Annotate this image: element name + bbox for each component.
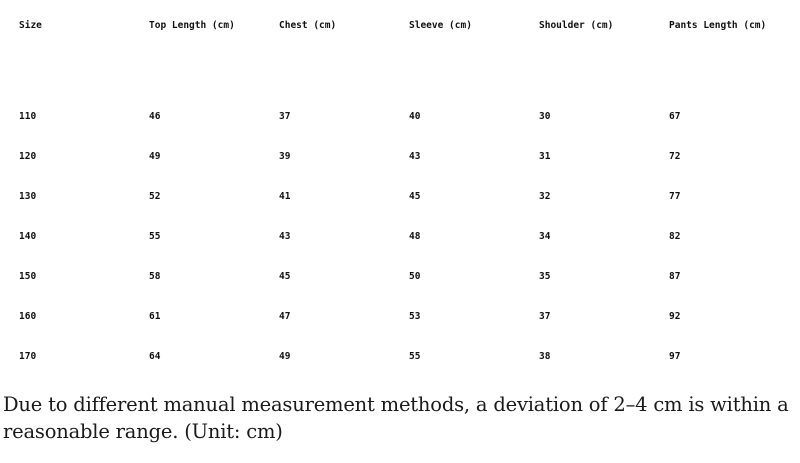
cell-shoulder: 35 (539, 270, 551, 282)
cell-sleeve: 40 (409, 110, 421, 122)
cell-sleeve: 43 (409, 150, 421, 162)
table-row (0, 172, 800, 212)
cell-shoulder: 38 (539, 350, 551, 362)
cell-pants-length: 82 (669, 230, 681, 242)
cell-size: 110 (19, 110, 37, 122)
cell-sleeve: 45 (409, 190, 421, 202)
cell-sleeve: 55 (409, 350, 421, 362)
header-pants-length: Pants Length (cm) (669, 20, 767, 31)
header-top-length: Top Length (cm) (149, 20, 235, 31)
table-header-row (0, 0, 800, 52)
cell-top-length: 52 (149, 190, 161, 202)
cell-shoulder: 32 (539, 190, 551, 202)
cell-size: 130 (19, 190, 37, 202)
measurement-note: Due to different manual measurement methods, a deviation of 2–4 cm is within a reasonable range. (Unit: cm) (3, 393, 789, 443)
cell-size: 140 (19, 230, 37, 242)
cell-top-length: 46 (149, 110, 161, 122)
table-row (0, 252, 800, 292)
table-row (0, 92, 800, 132)
cell-chest: 41 (279, 190, 291, 202)
cell-pants-length: 92 (669, 310, 681, 322)
cell-shoulder: 31 (539, 150, 551, 162)
cell-size: 120 (19, 150, 37, 162)
cell-chest: 49 (279, 350, 291, 362)
cell-sleeve: 53 (409, 310, 421, 322)
cell-sleeve: 50 (409, 270, 421, 282)
cell-chest: 43 (279, 230, 291, 242)
table-spacer-row (0, 52, 800, 92)
cell-top-length: 55 (149, 230, 161, 242)
table-row (0, 292, 800, 332)
header-size: Size (19, 20, 42, 31)
cell-shoulder: 30 (539, 110, 551, 122)
cell-top-length: 64 (149, 350, 161, 362)
header-chest: Chest (cm) (279, 20, 337, 31)
cell-top-length: 61 (149, 310, 161, 322)
cell-sleeve: 48 (409, 230, 421, 242)
cell-size: 170 (19, 350, 37, 362)
cell-pants-length: 77 (669, 190, 681, 202)
cell-top-length: 49 (149, 150, 161, 162)
cell-shoulder: 37 (539, 310, 551, 322)
cell-chest: 37 (279, 110, 291, 122)
cell-pants-length: 72 (669, 150, 681, 162)
cell-pants-length: 97 (669, 350, 681, 362)
header-shoulder: Shoulder (cm) (539, 20, 614, 31)
table-row (0, 212, 800, 252)
cell-chest: 39 (279, 150, 291, 162)
table-row (0, 332, 800, 372)
cell-pants-length: 67 (669, 110, 681, 122)
cell-pants-length: 87 (669, 270, 681, 282)
cell-chest: 45 (279, 270, 291, 282)
cell-size: 150 (19, 270, 37, 282)
cell-chest: 47 (279, 310, 291, 322)
cell-size: 160 (19, 310, 37, 322)
cell-top-length: 58 (149, 270, 161, 282)
table-row (0, 132, 800, 172)
header-sleeve: Sleeve (cm) (409, 20, 472, 31)
cell-shoulder: 34 (539, 230, 551, 242)
